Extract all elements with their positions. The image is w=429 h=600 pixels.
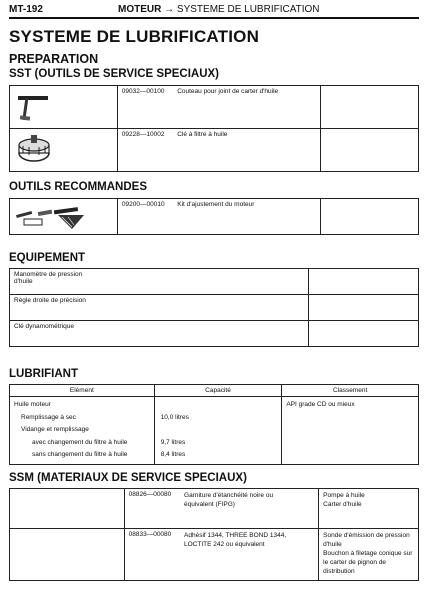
lubricant-class-cell: API grade CD ou mieux	[282, 397, 419, 465]
lubricant-element-item: Remplissage à sec	[21, 413, 76, 421]
sst-table	[9, 85, 419, 172]
ssm-desc-line: LOCTITE 242 ou équivalent	[184, 541, 265, 548]
equipment-heading: EQUIPEMENT	[9, 252, 86, 264]
ssm-use-line: Pompe à huile	[323, 492, 365, 499]
lubricant-element-item: Vidange et remplissage	[21, 426, 89, 433]
ssm-code-cell: 08833—00080	[124, 529, 180, 581]
recommended-code-cell: 09200—00010	[117, 199, 173, 235]
equipment-note-cell	[309, 269, 419, 295]
section-name: MOTEUR	[118, 4, 162, 15]
ssm-use-line: le carter de pignon de	[323, 559, 387, 566]
ssm-use-line: Sonde d'émission de pression	[323, 532, 410, 539]
lubricant-capacity-item	[161, 424, 278, 437]
lubricant-capacity-cell	[154, 397, 282, 465]
section-breadcrumb	[118, 4, 320, 15]
ssm-desc-line: équivalent (FIPG)	[184, 501, 235, 508]
table-header-row	[10, 385, 419, 397]
breadcrumb-arrow: →	[164, 4, 175, 15]
lubricant-element-cell	[10, 397, 155, 465]
recommended-heading: OUTILS RECOMMANDES	[9, 181, 147, 193]
sst-note-cell	[321, 86, 419, 129]
ssm-desc-cell	[180, 489, 319, 529]
tool-image-cell	[10, 129, 118, 172]
column-header-class: Classement	[282, 385, 419, 397]
sst-code-cell: 09032—00100	[117, 86, 173, 129]
lubricant-element-item: avec changement du filtre à huile	[32, 438, 128, 446]
sst-code-cell: 09228—10002	[117, 129, 173, 172]
table-row	[10, 321, 419, 347]
table-row	[10, 199, 419, 235]
table-row	[10, 529, 419, 581]
recommended-desc-cell: Kit d'ajustement du moteur	[173, 199, 321, 235]
table-row	[10, 86, 419, 129]
ssm-code-cell: 08826—00080	[124, 489, 180, 529]
table-row	[10, 489, 419, 529]
equipment-name-line2: d'huile	[14, 278, 33, 285]
lubricant-element-item: Huile moteur	[14, 401, 51, 408]
lubricant-heading: LUBRIFIANT	[9, 368, 78, 380]
tool-image-cell	[10, 86, 118, 129]
equipment-name-cell	[10, 269, 309, 295]
lubricant-element-item: sans changement du filtre à huile	[32, 451, 128, 458]
ssm-image-cell	[10, 489, 125, 529]
recommended-note-cell	[321, 199, 419, 235]
ssm-heading: SSM (MATERIAUX DE SERVICE SPECIAUX)	[9, 472, 247, 484]
oil-filter-wrench-icon	[14, 131, 56, 167]
equipment-note-cell	[309, 321, 419, 347]
header-rule	[9, 17, 419, 19]
column-header-element: Elément	[10, 385, 155, 397]
table-row	[10, 269, 419, 295]
sst-desc-cell: Couteau pour joint de carter d'huile	[173, 86, 321, 129]
ssm-use-cell	[319, 489, 419, 529]
gasket-cutter-tool-icon	[14, 88, 54, 124]
ssm-image-cell	[10, 529, 125, 581]
lubricant-capacity-item: 10,0 litres	[160, 413, 189, 421]
ssm-use-line: distribution	[323, 568, 355, 575]
tool-image-cell	[10, 199, 118, 235]
equipment-note-cell	[309, 295, 419, 321]
lubricant-capacity-item: 8,4 litres	[160, 451, 186, 458]
equipment-name-line1: Manomètre de pression	[14, 271, 83, 278]
engine-adjust-kit-icon	[14, 201, 94, 231]
lubricant-capacity-item	[161, 399, 278, 412]
column-header-capacity: Capacité	[154, 385, 282, 397]
equipment-table	[9, 268, 419, 347]
ssm-use-cell	[319, 529, 419, 581]
lubricant-table	[9, 384, 419, 465]
recommended-table	[9, 198, 419, 235]
equipment-name-cell: Clé dynamométrique	[10, 321, 309, 347]
ssm-use-line: Carter d'huile	[323, 501, 362, 508]
ssm-use-line: d'huile	[323, 541, 342, 548]
subsection-name: SYSTEME DE LUBRIFICATION	[176, 4, 320, 15]
table-row	[10, 129, 419, 172]
page-title: SYSTEME DE LUBRIFICATION	[9, 27, 260, 46]
sst-note-cell	[321, 129, 419, 172]
table-row	[10, 397, 419, 465]
sst-heading: SST (OUTILS DE SERVICE SPECIAUX)	[9, 68, 220, 80]
lubricant-capacity-item: 9,7 litres	[160, 438, 186, 446]
sst-desc-cell: Clé à filtre à huile	[173, 129, 321, 172]
ssm-desc-line: Adhésif 1344, THREE BOND 1344,	[184, 532, 287, 539]
ssm-desc-cell	[180, 529, 319, 581]
ssm-desc-line: Garniture d'étanchéité noire ou	[184, 492, 274, 499]
table-row	[10, 295, 419, 321]
ssm-use-line: Bouchon à filetage conique sur	[323, 550, 413, 557]
page-number: MT-192	[9, 4, 43, 15]
ssm-table	[9, 488, 419, 581]
preparation-heading: PREPARATION	[9, 52, 99, 66]
equipment-name-cell: Règle droite de précision	[10, 295, 309, 321]
